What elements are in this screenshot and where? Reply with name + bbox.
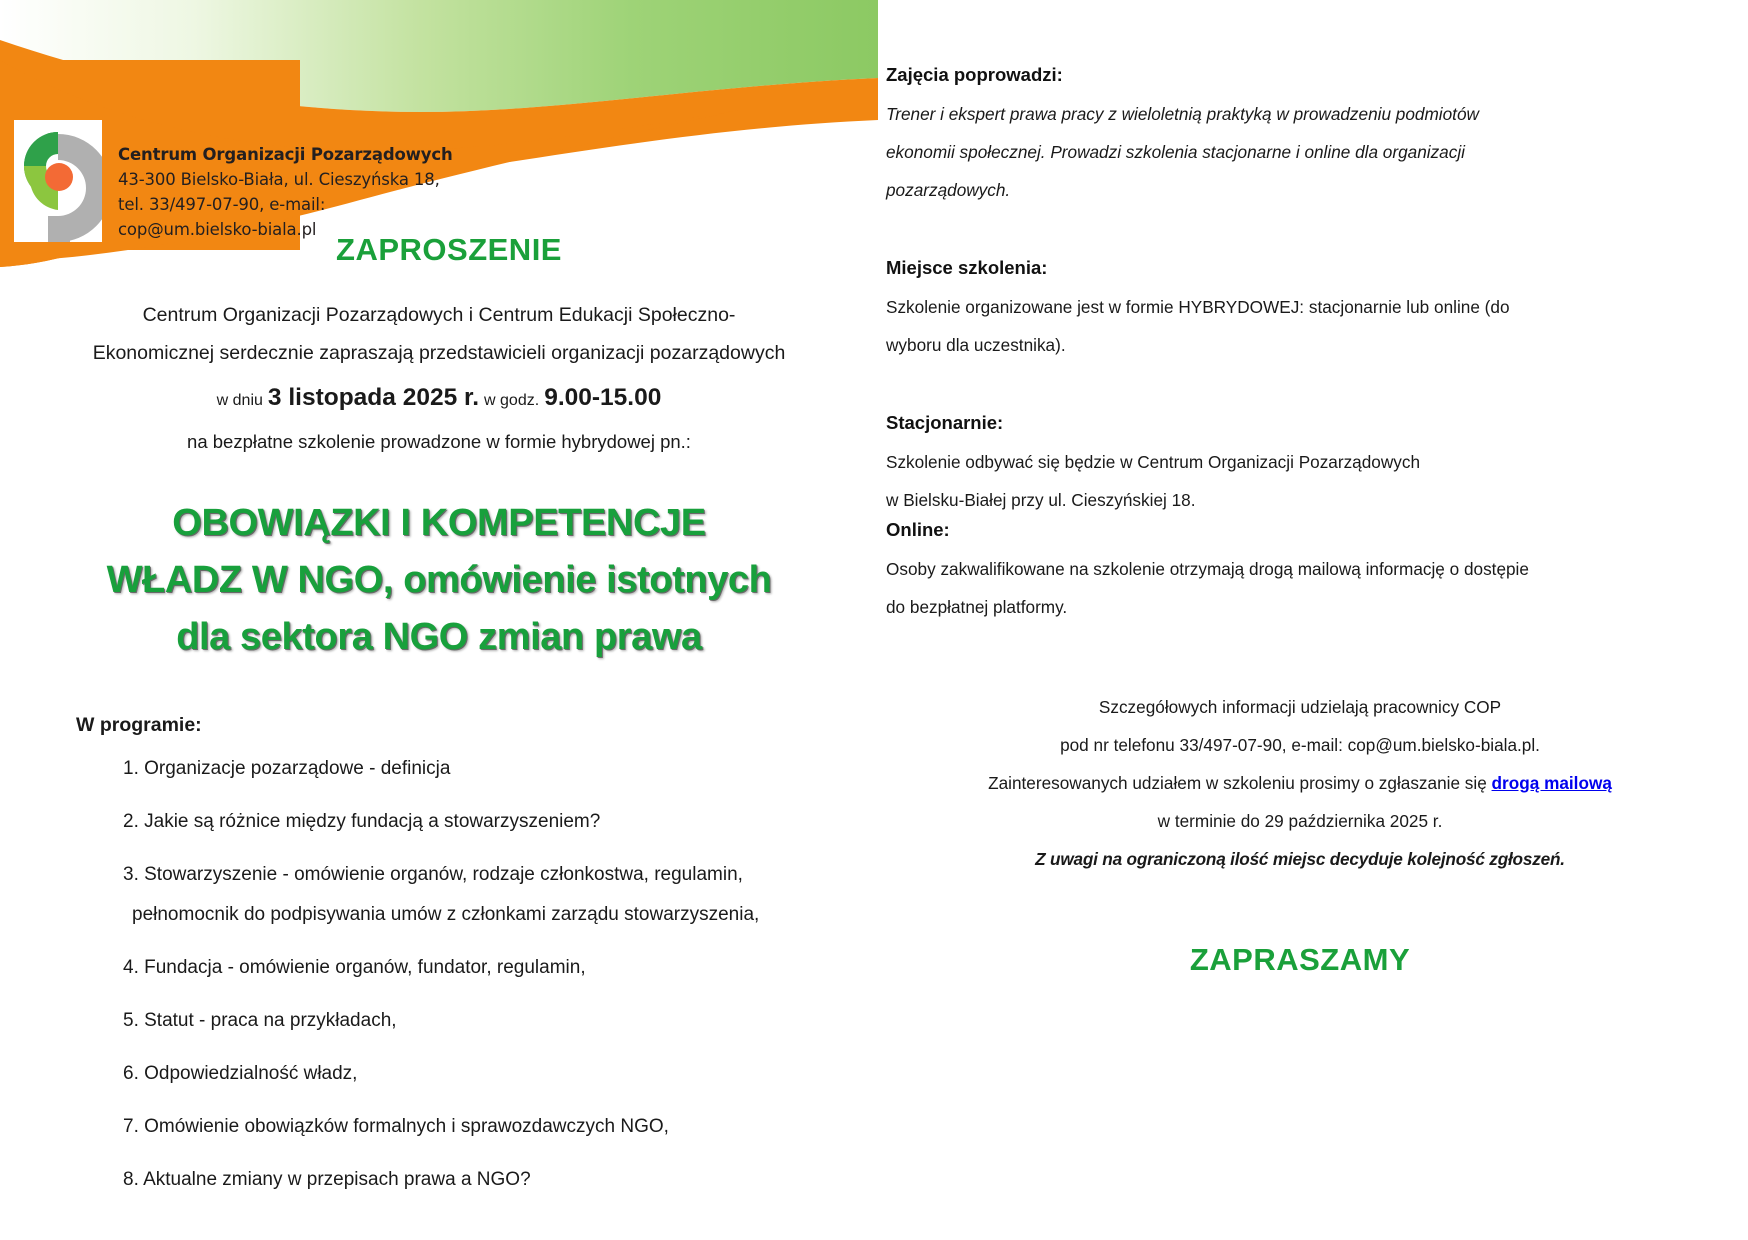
spacer: [878, 209, 1748, 253]
footer-line-5: Z uwagi na ograniczoną ilość miejsc decyduje kolejność zgłoszeń.: [1035, 849, 1565, 869]
organization-name: Centrum Organizacji Pozarządowych: [118, 145, 453, 164]
list-item: 2. Jakie są różnice między fundacją a stowarzyszeniem?: [123, 811, 601, 832]
intro-line-1: Centrum Organizacji Pozarządowych i Centrum Edukacji Społeczno-: [142, 304, 736, 326]
intro-paragraph: [14, 296, 864, 372]
organization-contact: [118, 142, 538, 242]
event-time: 9.00-15.00: [544, 384, 662, 411]
intro-line-2: Ekonomicznej serdecznie zapraszają przedstawicieli organizacji pozarządowych: [92, 342, 786, 364]
date-prefix: w dniu: [216, 392, 263, 409]
closing-heading: ZAPRASZAMY: [1189, 942, 1411, 977]
headline-line-1: OBOWIĄZKI I KOMPETENCJE: [172, 502, 706, 544]
online-line-2: do bezpłatnej platformy.: [886, 597, 1068, 617]
onsite-heading: Stacjonarnie:: [886, 412, 1004, 433]
onsite-section: [878, 408, 1748, 519]
event-date: 3 listopada 2025 r.: [267, 384, 480, 411]
online-description: [886, 550, 1728, 626]
venue-description: [886, 288, 1728, 364]
date-time-line: [0, 378, 878, 421]
program-title: W programie:: [76, 714, 202, 736]
trainer-section: [878, 60, 1748, 209]
list-item: 3. Stowarzyszenie - omówienie organów, rodzaje członkostwa, regulamin,: [123, 864, 743, 885]
venue-line-2: wyboru dla uczestnika).: [886, 335, 1066, 355]
footer-line-1: Szczegółowych informacji udzielają pracownicy COP: [1098, 697, 1502, 717]
left-content: [0, 232, 878, 1219]
trainer-line-3: pozarządowych.: [886, 180, 1011, 200]
footer-line-3-text: Zainteresowanych udziałem w szkoleniu prosimy o zgłaszanie się: [988, 773, 1492, 793]
onsite-line-1: Szkolenie odbywać się będzie w Centrum Organizacji Pozarządowych: [886, 452, 1421, 472]
program-section: [0, 714, 878, 1194]
list-item: 6. Odpowiedzialność władz,: [123, 1063, 358, 1084]
list-item: 4. Fundacja - omówienie organów, fundator, regulamin,: [123, 957, 586, 978]
organization-address: 43-300 Bielsko-Biała, ul. Cieszyńska 18,: [118, 170, 440, 189]
trainer-description: [886, 95, 1728, 209]
training-headline: [0, 495, 878, 666]
trainer-line-2: ekonomii społecznej. Prowadzi szkolenia stacjonarne i online dla organizacji: [886, 142, 1465, 162]
organization-phone: tel. 33/497-07-90, e-mail:: [118, 195, 326, 214]
right-content: [878, 60, 1748, 978]
footer-line-4: w terminie do 29 października 2025 r.: [1157, 811, 1443, 831]
time-prefix: w godz.: [484, 392, 540, 409]
list-item-continuation: pełnomocnik do podpisywania umów z członkami zarządu stowarzyszenia,: [132, 904, 760, 925]
footer-line-2: pod nr telefonu 33/497-07-90, e-mail: cop@um.bielsko-biala.pl.: [1060, 735, 1540, 755]
online-section: [878, 515, 1748, 626]
invitation-heading: ZAPROSZENIE: [336, 232, 562, 267]
list-item: 7. Omówienie obowiązków formalnych i sprawozdawczych NGO,: [123, 1116, 669, 1137]
list-item: 5. Statut - praca na przykładach,: [123, 1010, 397, 1031]
list-item: 8. Aktualne zmiany w przepisach prawa a NGO?: [123, 1169, 531, 1190]
organization-email: cop@um.bielsko-biala.pl: [118, 220, 317, 239]
headline-line-2: WŁADZ W NGO, omówienie istotnych: [106, 559, 772, 601]
training-subline: na bezpłatne szkolenie prowadzone w formie hybrydowej pn.:: [187, 431, 691, 452]
page-right: [878, 0, 1748, 1240]
cop-logo: [14, 120, 102, 242]
online-line-1: Osoby zakwalifikowane na szkolenie otrzymają drogą mailową informację o dostępie: [886, 559, 1529, 579]
online-heading: Online:: [886, 519, 950, 540]
venue-section: [878, 253, 1748, 364]
onsite-description: [886, 443, 1728, 519]
venue-line-1: Szkolenie organizowane jest w formie HYBRYDOWEJ: stacjonarnie lub online (do: [886, 297, 1510, 317]
onsite-line-2: w Bielsku-Białej przy ul. Cieszyńskiej 18.: [886, 490, 1196, 510]
program-list: [76, 755, 878, 1194]
trainer-heading: Zajęcia poprowadzi:: [886, 64, 1063, 85]
headline-line-3: dla sektora NGO zmian prawa: [176, 616, 702, 658]
spacer: [878, 364, 1748, 408]
email-registration-link[interactable]: drogą mailową: [1491, 773, 1612, 793]
list-item: 1. Organizacje pozarządowe - definicja: [123, 758, 451, 779]
footer-line-3: [878, 764, 1722, 802]
trainer-line-1: Trener i ekspert prawa pracy z wieloletnią praktyką w prowadzeniu podmiotów: [886, 104, 1479, 124]
venue-heading: Miejsce szkolenia:: [886, 257, 1048, 278]
contact-footer: [878, 688, 1748, 878]
